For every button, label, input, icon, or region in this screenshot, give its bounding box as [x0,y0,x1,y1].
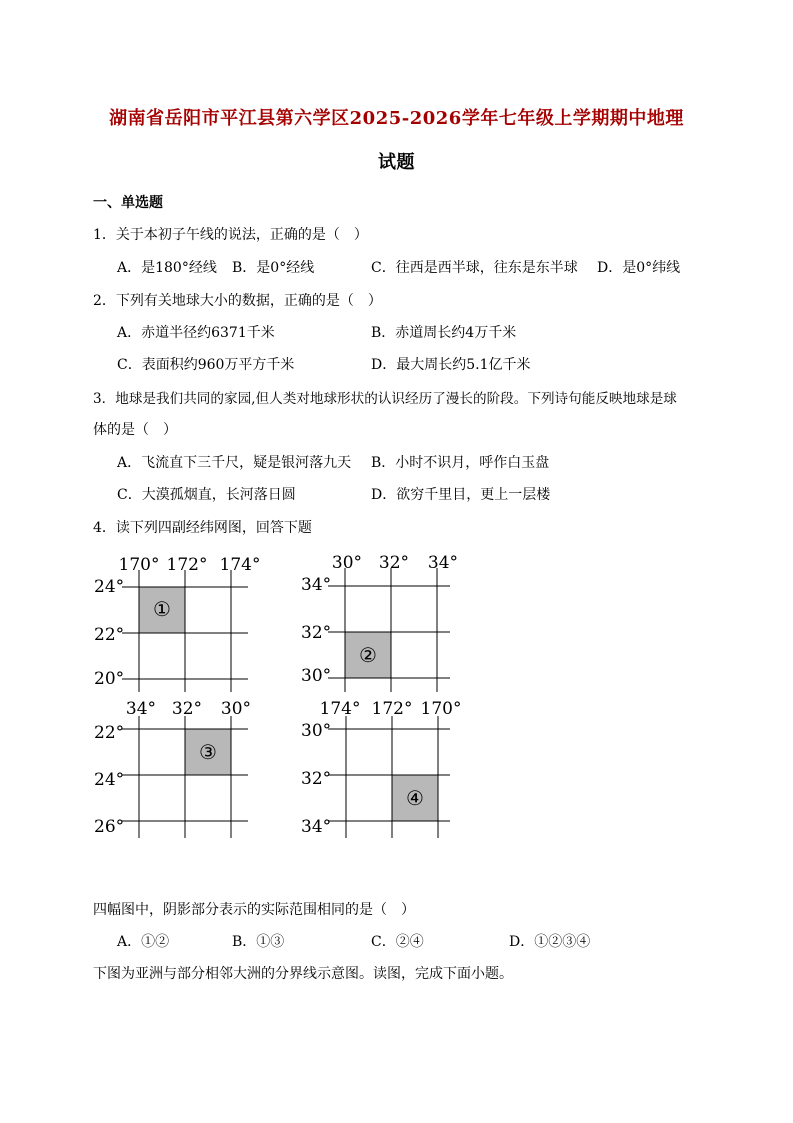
q1-option-d[interactable]: D．是0°纬线 [597,260,681,276]
grid-2-left-label: 34° [301,575,332,595]
grid-4 [301,699,461,838]
grid-3-marker: ③ [199,740,217,764]
q4-stem: 4．读下列四副经纬网图，回答下题 [93,520,312,536]
section-heading: 一、单选题 [93,195,163,211]
q3-option-b[interactable]: B．小时不识月，呼作白玉盘 [371,455,550,471]
grid-1-top-label: 174° [219,555,261,575]
grid-4-left-label: 30° [301,721,332,741]
next-question-intro: 下图为亚洲与部分相邻大洲的分界线示意图。读图，完成下面小题。 [93,966,513,982]
grid-3-top-label: 32° [171,699,203,719]
grid-4-marker: ④ [406,786,424,810]
q2-option-d[interactable]: D．最大周长约5.1亿千米 [371,357,531,373]
grid-3 [94,699,251,838]
grid-2-top-label: 30° [331,553,363,573]
graticule-figure [0,540,793,890]
grid-3-left-label: 26° [94,817,125,837]
q2-option-b[interactable]: B．赤道周长约4万千米 [371,325,517,341]
q3-option-c[interactable]: C．大漠孤烟直，长河落日圆 [117,487,296,503]
grid-2-left-label: 32° [301,623,332,643]
q2-option-a[interactable]: A．赤道半径约6371千米 [117,325,275,341]
q3-option-a[interactable]: A．飞流直下三千尺，疑是银河落九天 [117,455,352,471]
q1-option-b[interactable]: B．是0°经线 [232,260,315,276]
grid-1-marker: ① [153,597,171,621]
q4-option-c[interactable]: C．②④ [371,934,424,950]
q3-option-d[interactable]: D．欲穷千里目，更上一层楼 [371,487,551,503]
grid-1-top-label: 172° [166,555,208,575]
q4-option-a[interactable]: A．①② [117,934,170,950]
grid-1-top-label: 170° [118,555,160,575]
grid-3-top-label: 30° [220,699,252,719]
grid-3-left-label: 24° [94,770,125,790]
q3-stem-line2: 体的是（ ） [93,422,177,438]
q4-question: 四幅图中，阴影部分表示的实际范围相同的是（ ） [93,902,415,918]
doc-title-line2: 试题 [378,152,415,173]
grid-2-marker: ② [359,643,377,667]
grid-2-left-label: 30° [301,666,332,686]
q4-option-d[interactable]: D．①②③④ [509,934,591,950]
grid-3-left-label: 22° [94,723,125,743]
grid-4-left-label: 34° [301,817,332,837]
q4-option-b[interactable]: B．①③ [232,934,285,950]
grid-1-left-label: 24° [94,577,125,597]
grid-4-top-label: 174° [319,699,361,719]
grid-2 [301,553,458,692]
q1-option-a[interactable]: A．是180°经线 [117,260,217,276]
q1-option-c[interactable]: C．往西是西半球，往东是东半球 [371,260,578,276]
grid-4-left-label: 32° [301,769,332,789]
grid-4-top-label: 170° [420,699,462,719]
q3-stem-line1: 3．地球是我们共同的家园,但人类对地球形状的认识经历了漫长的阶段。下列诗句能反映地球是球 [93,391,677,407]
grid-2-top-label: 34° [427,553,459,573]
q2-option-c[interactable]: C．表面积约960万平方千米 [117,357,295,373]
grid-1-left-label: 20° [94,669,125,689]
grid-2-top-label: 32° [378,553,410,573]
grid-1-left-label: 22° [94,625,125,645]
grid-4-top-label: 172° [371,699,413,719]
q1-stem: 1．关于本初子午线的说法，正确的是（ ） [93,227,368,243]
q2-stem: 2．下列有关地球大小的数据，正确的是（ ） [93,293,382,309]
doc-title-line1: 湖南省岳阳市平江县第六学区2025-2026学年七年级上学期期中地理 [109,108,684,129]
grid-3-top-label: 34° [125,699,157,719]
grid-1 [94,555,260,692]
